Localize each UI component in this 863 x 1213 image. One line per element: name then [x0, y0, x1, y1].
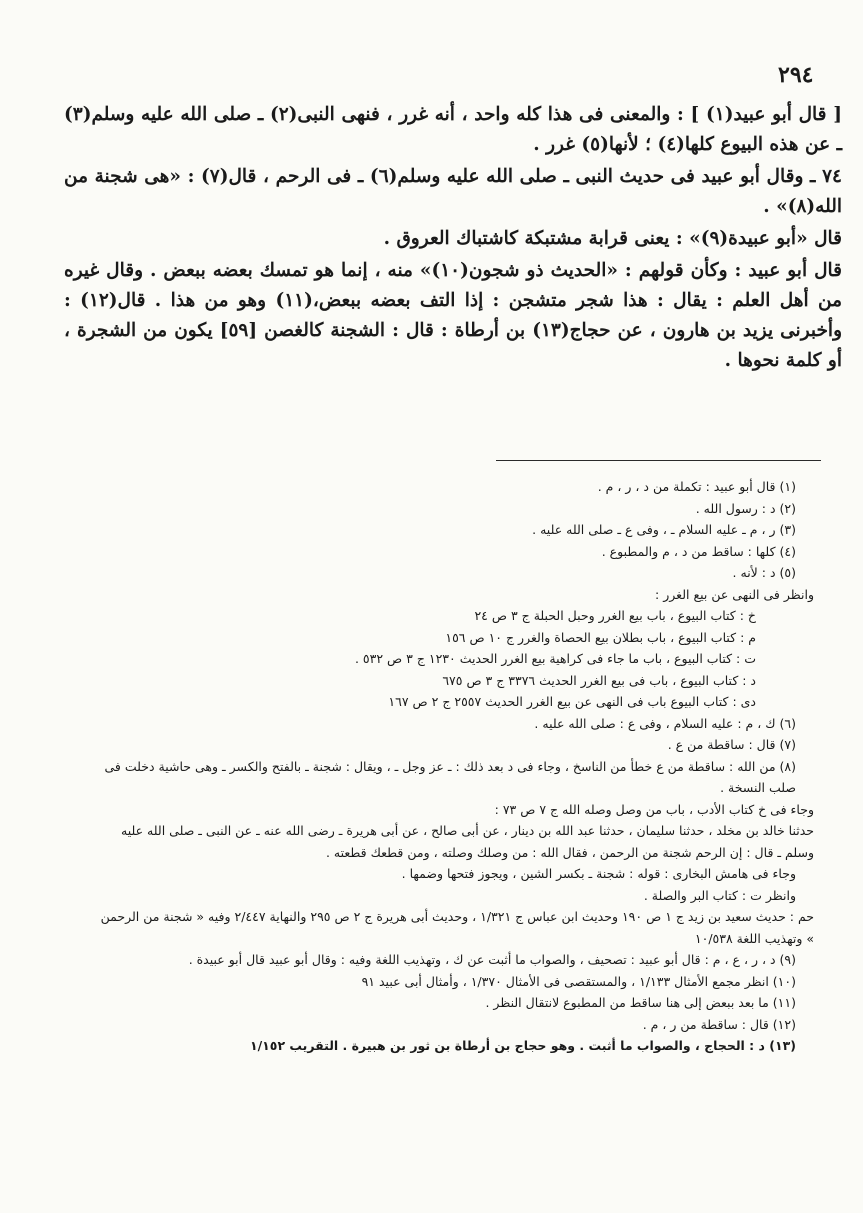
footnote-line: (٥) د : لأنه . — [732, 565, 796, 580]
footnote-line: (١٣) د : الحجاج ، والصواب ما أثبت . وهو حجاج بن أرطاة بن ثور بن هبيرة . التقريب ١/١٥٢ — [249, 1038, 796, 1053]
footnote-line: حم : حديث سعيد بن زيد ج ١ ص ١٩٠ وحديث ابن عباس ج ١/٣٢١ ، وحديث أبى هريرة ج ٢ ص ٢٩٥ والنهاية ٢/٤٤٧ وفيه « شجنة من الرحمن » وتهذيب اللغة ١٠/٥٣٨ — [100, 909, 814, 946]
footnote-line: (٦) ك ، م : عليه السلام ، وفى ع : صلى الله عليه . — [534, 715, 796, 731]
main-paragraph: [ قال أبو عبيد(١) ] : والمعنى فى هذا كله واحد ، أنه غرر ، فنهى النبى(٢) ـ صلى الله عليه وسلم(٣) ـ عن هذه البيوع كلها(٤) ؛ لأنها(٥) غرر . — [64, 104, 842, 155]
footnote-line: (٣) ر ، م ـ عليه السلام ـ ، وفى ع ـ صلى الله عليه . — [532, 522, 796, 537]
footnote-line: دى : كتاب البيوع باب فى النهى عن بيع الغرر الحديث ٢٥٥٧ ج ٢ ص ١٦٧ — [388, 694, 756, 709]
footnote-line: (٢) د : رسول الله . — [695, 500, 796, 516]
footnote-line: (٨) من الله : ساقطة من ع خطأ من الناسخ ، وجاء فى د بعد ذلك : ـ عز وجل ـ ، ويقال : شجنة ـ بالفتح والكسر ـ وهى حاشية دخلت فى صلب النسخة . — [104, 758, 796, 795]
footnote-line: خ : كتاب البيوع ، باب بيع الغرر وحبل الحبلة ج ٣ ص ٢٤ — [474, 608, 756, 623]
footnote-line: (١٠) انظر مجمع الأمثال ١/١٣٣ ، والمستقصى فى الأمثال ١/٣٧٠ ، وأمثال أبى عبيد ٩١ — [361, 973, 796, 989]
footnote-line: (١) قال أبو عبيد : تكملة من د ، ر ، م . — [597, 479, 796, 494]
footnotes-section — [92, 476, 814, 1057]
page-number: ٢٩٤ — [778, 62, 814, 88]
footnote-line: (٧) قال : ساقطة من ع . — [667, 737, 796, 752]
footnote-line: د : كتاب البيوع ، باب فى بيع الغرر الحديث ٣٣٧٦ ج ٣ ص ٦٧٥ — [442, 672, 756, 688]
footnote-line: ت : كتاب البيوع ، باب ما جاء فى كراهية بيع الغرر الحديث ١٢٣٠ ج ٣ ص ٥٣٢ . — [354, 651, 756, 666]
main-paragraph: قال أبو عبيد : وكأن قولهم : «الحديث ذو شجون(١٠)» منه ، إنما هو تمسك بعضه ببعض . وقال غيره من أهل العلم : يقال : هذا شجر متشجن : إذا التف بعضه ببعض،(١١) وهو من هذا . قال(١٢) : وأخبرنى يزيد بن هارون ، عن حجاج(١٣) بن أرطاة : قال : الشجنة كالغصن [٥٩] يكون من الشجرة ، أو كلمة نحوها . — [64, 260, 842, 371]
main-paragraph: قال «أبو عبيدة(٩)» : يعنى قرابة مشتبكة كاشتباك العروق . — [383, 228, 842, 249]
main-text-body — [64, 100, 842, 378]
footnote-line: (٩) د ، ر ، ع ، م : قال أبو عبيد : تصحيف ، والصواب ما أثبت عن ك ، وتهذيب اللغة وفيه : وقال أبو عبيد قال أبو عبيدة . — [188, 952, 796, 967]
footnote-line: وانظر ت : كتاب البر والصلة . — [643, 887, 796, 903]
footnote-line: (٤) كلها : ساقط من د ، م والمطبوع . — [601, 543, 796, 559]
main-paragraph: ٧٤ ـ وقال أبو عبيد فى حديث النبى ـ صلى الله عليه وسلم(٦) ـ فى الرحم ، قال(٧) : «هى شجنة من الله(٨)» . — [64, 166, 842, 217]
footnote-line: وانظر فى النهى عن بيع الغرر : — [655, 586, 814, 602]
footnote-line: حدثنا خالد بن مخلد ، حدثنا سليمان ، حدثنا عبد الله بن دينار ، عن أبى صالح ، عن أبى هريرة ـ رضى الله عنه ـ عن النبى ـ صلى الله عليه وسلم ـ قال : إن الرحم شجنة من الرحمن ، فقال الله : من وصلك وصلته ، ومن قطعك قطعته . — [121, 823, 814, 860]
footnote-line: وجاء فى هامش البخارى : قوله : شجنة ـ بكسر الشين ، ويجوز فتحها وضمها . — [401, 866, 796, 881]
footnote-divider — [496, 460, 821, 461]
footnote-line: (١١) ما بعد ببعض إلى هنا ساقط من المطبوع لانتقال النظر . — [485, 995, 796, 1010]
footnote-line: وجاء فى خ كتاب الأدب ، باب من وصل وصله الله ج ٧ ص ٧٣ : — [494, 801, 814, 817]
footnote-line: م : كتاب البيوع ، باب بطلان بيع الحصاة والغرر ج ١٠ ص ١٥٦ — [445, 629, 756, 645]
footnote-line: (١٢) قال : ساقطة من ر ، م . — [642, 1016, 796, 1032]
